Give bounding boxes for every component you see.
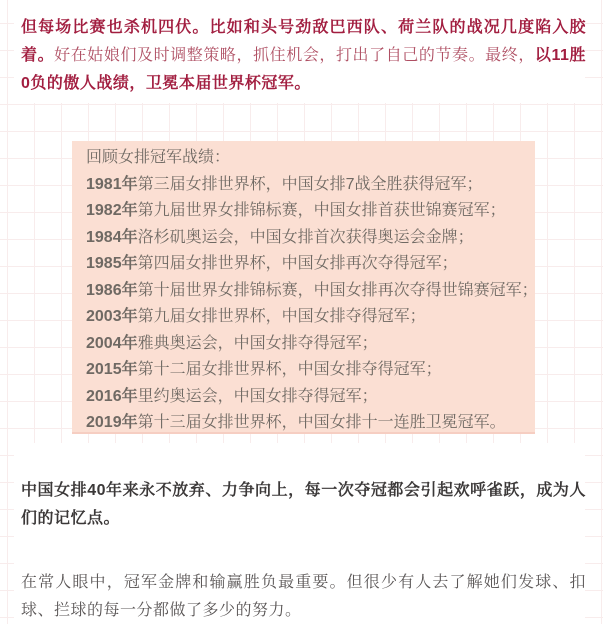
championship-description: 第四届女排世界杯，中国女排再次夺得冠军； (137, 255, 458, 272)
championship-year-label: 1981年 (86, 175, 138, 193)
championship-box-title: 回顾女排冠军战绩： (86, 149, 231, 166)
championship-year-label: 2015年 (86, 361, 138, 378)
championship-year-label: 1982年 (86, 202, 138, 219)
championship-list-item (86, 384, 525, 411)
championship-history-box (72, 141, 538, 434)
championship-description: 第三届女排世界杯，中国女排7战全胜获得冠军； (137, 175, 483, 193)
regular-red-text: 好在姑娘们及时调整策略，抓住机会，打出了自己的节奏。最终， (54, 47, 535, 64)
championship-year-label: 2016年 (86, 387, 138, 405)
championship-description: 第十届世界女排锦标赛，中国女排再次夺得世锦赛冠军； (137, 281, 538, 299)
championship-description: 雅典奥运会，中国女排夺得冠军； (137, 334, 378, 352)
championship-description: 洛杉矶奥运会，中国女排首次获得奥运会金牌； (137, 228, 474, 246)
championship-year-label: 1985年 (86, 255, 138, 272)
championship-year-label: 2019年 (86, 414, 138, 431)
paragraph-legacy: 中国女排40年来永不放弃、力争向上，每一次夺冠都会引起欢呼雀跃，成为人们的记忆点。 (21, 482, 586, 527)
bold-red-text-2: 以11胜0负的傲人战绩，卫冕本届世界杯冠军。 (21, 47, 586, 92)
championship-list-item (86, 278, 538, 305)
championship-description: 第九届世界女排锦标赛，中国女排首获世锦赛冠军； (137, 202, 506, 219)
championship-list-item (86, 304, 525, 331)
championship-list-item (86, 225, 525, 252)
championship-year-label: 1984年 (86, 228, 138, 246)
championship-list-item (86, 251, 525, 278)
paragraph-match-summary (21, 14, 586, 98)
championship-list (86, 172, 538, 437)
championship-year-label: 1986年 (86, 281, 138, 299)
bold-red-text-1: 但每场比赛也杀机四伏。比如和头号劲敌巴西队、荷兰队的战况几度陷入胶着。 (21, 19, 586, 64)
championship-list-item (86, 410, 525, 437)
championship-description: 第十三届女排世界杯，中国女排十一连胜卫冕冠军。 (137, 414, 506, 431)
championship-list-item (86, 172, 525, 199)
paragraph-effort: 在常人眼中，冠军金牌和输赢胜负最重要。但很少有人去了解她们发球、扣球、拦球的每一分都做了多少的努力。 (21, 574, 586, 619)
championship-description: 第九届女排世界杯，中国女排夺得冠军； (137, 308, 426, 325)
championship-description: 第十二届女排世界杯，中国女排夺得冠军； (137, 361, 442, 378)
championship-year-label: 2004年 (86, 334, 138, 352)
championship-list-item (86, 331, 525, 358)
championship-list-item (86, 198, 525, 225)
championship-list-item (86, 357, 525, 384)
championship-year-label: 2003年 (86, 308, 138, 325)
championship-description: 里约奥运会，中国女排夺得冠军； (137, 387, 378, 405)
